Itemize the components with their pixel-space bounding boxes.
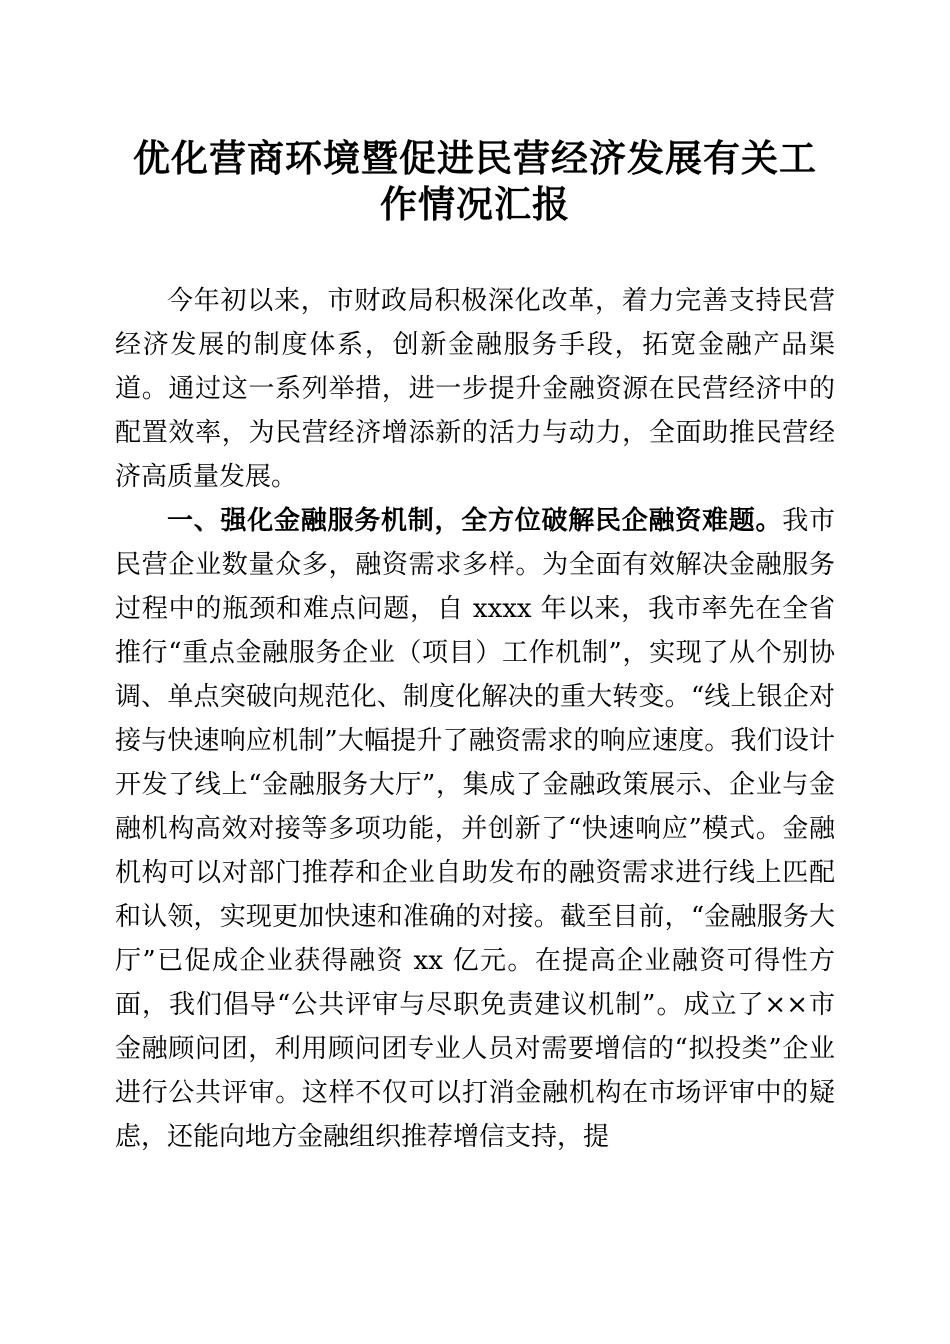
section1-body-text: 我市民营企业数量众多，融资需求多样。为全面有效解决金融服务过程中的瓶颈和难点问题，自 xxxx 年以来，我市率先在全省推行“重点金融服务企业（项目）工作机制”，实现了从个别协调、单点突破向规范化、制度化解决的重大转变。“线上银企对接与快速响应机制”大幅提升了融资需求的响应速度。我们设计开发了线上“金融服务大厅”，集成了金融政策展示、企业与金融机构高效对接等多项功能，并创新了“快速响应”模式。金融机构可以对部门推荐和企业自助发布的融资需求进行线上匹配和认领，实现更加快速和准确的对接。截至目前，“金融服务大厅”已促成企业获得融资 xx 亿元。在提高企业融资可得性方面，我们倡导“公共评审与尽职免责建议机制”。成立了××市金融顾问团，利用顾问团专业人员对需要增信的“拟投类”企业进行公共评审。这样不仅可以打消金融机构在市场评审中的疑虑，还能向地方金融组织推荐增信支持，提 xyxy=(115,506,835,1152)
section1-heading: 一、强化金融服务机制，全方位破解民企融资难题。 xyxy=(167,506,783,536)
section1-paragraph xyxy=(115,499,835,1159)
intro-paragraph: 今年初以来，市财政局积极深化改革，着力完善支持民营经济发展的制度体系，创新金融服务手段，拓宽金融产品渠道。通过这一系列举措，进一步提升金融资源在民营经济中的配置效率，为民营经济增添新的活力与动力，全面助推民营经济高质量发展。 xyxy=(115,286,835,492)
document-title: 优化营商环境暨促进民营经济发展有关工作情况汇报 xyxy=(133,136,817,226)
